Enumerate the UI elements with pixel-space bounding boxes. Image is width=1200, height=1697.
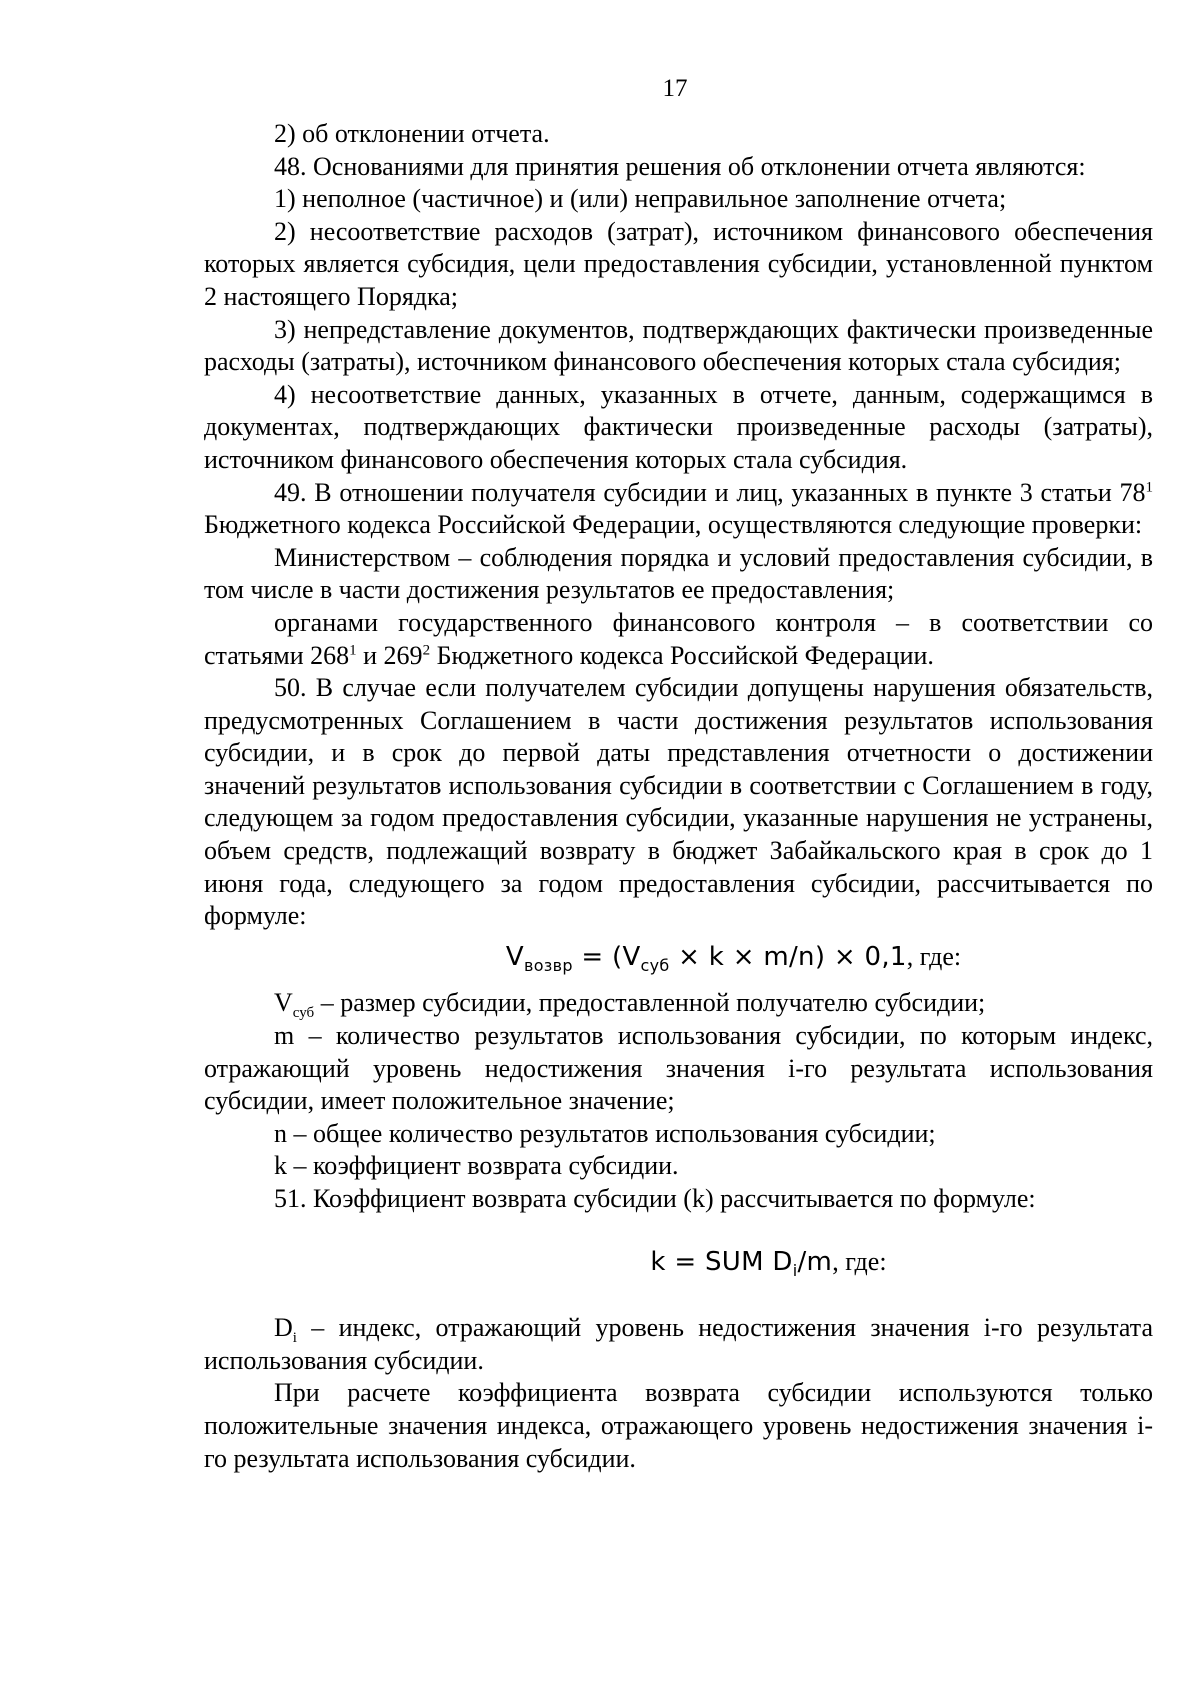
formula-1-rest: × k × m/n) × 0,1: [669, 941, 907, 972]
definition-v-letter: V: [274, 988, 293, 1018]
definition-di-text: – индекс, отражающий уровень недостижения значения i-го результата использования субсидии.: [204, 1313, 1153, 1375]
formula-1-where: , где:: [906, 941, 962, 971]
paragraph-48-item-2: 2) несоответствие расходов (затрат), источником финансового обеспечения которых является субсидия, цели предоставления субсидии, установленной пунктом 2 настоящего Порядка;: [204, 216, 1153, 311]
paragraph-item-2-rejection: 2) об отклонении отчета.: [274, 119, 550, 148]
paragraph-49-superscript: 1: [1145, 478, 1153, 495]
formula-refund-coefficient: [204, 1216, 1153, 1313]
formula-refund-volume: [204, 933, 1153, 988]
definition-di-subscript: i: [292, 1330, 297, 1347]
definition-v-sub: [204, 987, 1153, 1020]
paragraph-48: 48. Основаниями для принятия решения об отклонении отчета являются:: [274, 151, 1086, 181]
paragraph-49-control-bodies: [204, 607, 1153, 672]
formula-2-lhs: k = SUM D: [650, 1246, 793, 1277]
paragraph-48-item-1: 1) неполное (частичное) и (или) неправильное заполнение отчета;: [274, 184, 1007, 214]
formula-1-mid: = (V: [572, 941, 641, 972]
definition-v-subscript: суб: [292, 1005, 315, 1022]
definition-k: k – коэффициент возврата субсидии.: [274, 1151, 679, 1181]
paragraph-51: 51. Коэффициент возврата субсидии (k) рассчитывается по формуле:: [274, 1184, 1036, 1213]
formula-1-vsub-subscript: суб: [640, 956, 670, 976]
definition-m: m – количество результатов использования субсидии, по которым индекс, отражающий уровень недостижения значения i-го результата использования субсидии, имеет положительное значение;: [204, 1021, 1153, 1116]
definition-di-letter: D: [274, 1313, 293, 1343]
paragraph-49-2-text-b: и 269: [356, 640, 423, 670]
formula-1-v: V: [505, 941, 524, 972]
document-body: [204, 118, 1153, 1475]
paragraph-49-2-text-a: органами государственного финансового контроля – в соответствии со статьями 268: [204, 607, 1153, 670]
page-number: 17: [662, 75, 688, 102]
definition-v-text: – размер субсидии, предоставленной получателю субсидии;: [314, 988, 986, 1018]
paragraph-49-2-superscript-1: 1: [349, 641, 357, 658]
formula-1-v-subscript: возвр: [523, 956, 573, 976]
formula-2-where: , где:: [832, 1246, 887, 1276]
paragraph-49-2-text-c: Бюджетного кодекса Российской Федерации.: [430, 640, 934, 670]
formula-2-math: [650, 1246, 833, 1280]
paragraph-49-text-a: 49. В отношении получателя субсидии и лиц, указанных в пункте 3 статьи 78: [274, 477, 1146, 507]
definition-di: [204, 1312, 1153, 1377]
paragraph-48-item-3: 3) непредставление документов, подтверждающих фактически произведенные расходы (затраты), источником финансового обеспечения которых стала субсидия;: [204, 314, 1153, 377]
formula-2-rest: /m: [797, 1246, 833, 1277]
definition-n: n – общее количество результатов использования субсидии;: [274, 1118, 936, 1148]
formula-2-subscript: i: [792, 1260, 798, 1280]
paragraph-49-text-b: Бюджетного кодекса Российской Федерации, осуществляются следующие проверки:: [204, 510, 1143, 540]
paragraph-50: 50. В случае если получателем субсидии допущены нарушения обязательств, предусмотренных Соглашением в части достижения результатов использования субсидии, и в срок до первой даты представления отчетности о достижении значений результатов использования субсидии в соответствии с Соглашением в году, следующем за годом предоставления субсидии, указанные нарушения не устранены, объем средств, подлежащий возврату в бюджет Забайкальского края в срок до 1 июня года, следующего за годом предоставления субсидии, рассчитывается по формуле:: [204, 673, 1153, 931]
formula-1-math: [505, 941, 907, 976]
paragraph-48-item-4: 4) несоответствие данных, указанных в отчете, данным, содержащимся в документах, подтверждающих фактически произведенные расходы (затраты), источником финансового обеспечения которых стала субсидия.: [204, 379, 1153, 474]
paragraph-final: При расчете коэффициента возврата субсидии используются только положительные значения индекса, отражающего уровень недостижения значения i-го результата использования субсидии.: [204, 1378, 1153, 1473]
paragraph-49: [204, 477, 1153, 542]
paragraph-49-ministry: Министерством – соблюдения порядка и условий предоставления субсидии, в том числе в части достижения результатов ее предоставления;: [204, 542, 1153, 605]
paragraph-49-2-superscript-2: 2: [422, 641, 431, 658]
